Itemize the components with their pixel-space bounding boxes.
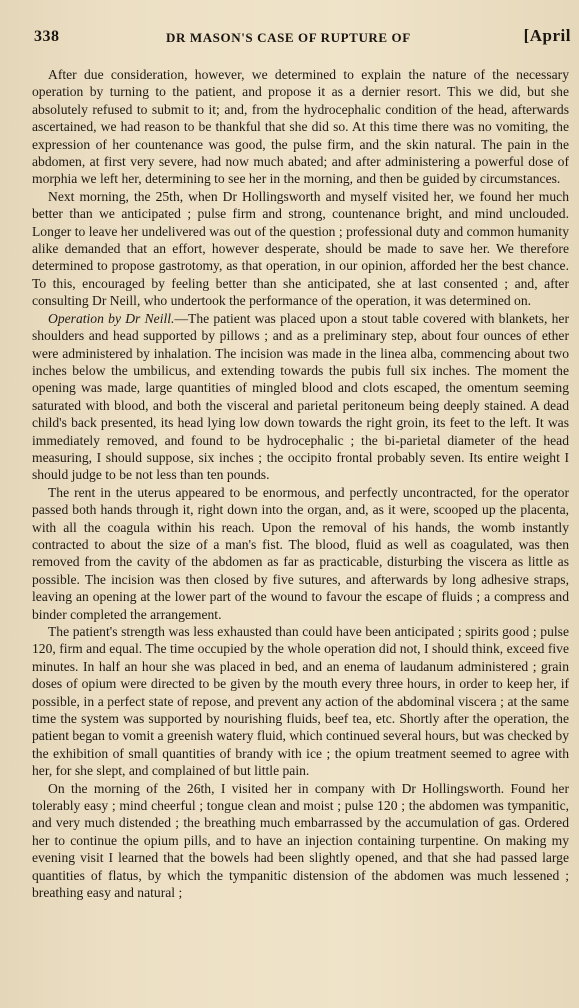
article-body bbox=[32, 66, 569, 902]
paragraph-text: Next morning, the 25th, when Dr Hollingsworth and myself visited her, we found her much better than we anticipated ; pulse firm and strong, countenance bright, and mind unclouded. Longer to leave her undelivered was out of the question ; professional duty and common humanity alike demanded that an effort, however desperate, should be made to save her. We therefore determined to propose gastrotomy, as that operation, in our opinion, afforded her the best chance. To this, encouraged by feeling better than she anticipated, she at last consented ; and, after consulting Dr Neill, who undertook the performance of the operation, it was determined on. bbox=[32, 188, 569, 309]
running-title: DR MASON'S CASE OF RUPTURE OF bbox=[166, 30, 411, 45]
paragraph-text: The patient's strength was less exhausted than could have been anticipated ; spirits good ; pulse 120, firm and equal. The time occupied by the whole operation did not, I should think, exceed five minutes. In half an hour she was placed in bed, and an enema of laudanum administered ; grain doses of opium were directed to be given by the mouth every three hours, in order to keep her, if possible, in a perfect state of repose, and prevent any action of the abdominal viscera ; at the same time the system was supported by nourishing fluids, beef tea, etc. Shortly after the operation, the patient began to vomit a greenish watery fluid, which continued several hours, but was checked by the exhibition of small quantities of brandy with ice ; the opium treatment seemed to agree with her, for she slept, and complained of but little pain. bbox=[32, 624, 569, 779]
paragraph bbox=[32, 484, 569, 623]
paragraph-text: After due consideration, however, we determined to explain the nature of the necessary operation by turning to the patient, and propose it as a dernier resort. This we did, but she absolutely refused to submit to it; and, from the hydrocephalic condition of the head, afterwards ascertained, we had reason to be thankful that she did so. At this time there was no vomiting, the expression of her countenance was good, the pulse firm, and the skin natural. The pain in the abdomen, at first very severe, had now much abated; and after administering a powerful dose of morphia we left her, determining to see her in the morning, and then be guided by circumstances. bbox=[32, 67, 569, 187]
paragraph-text: —The patient was placed upon a stout table covered with blankets, her shoulders and head supported by pillows ; and as a preliminary step, about four ounces of ether were administered by inhalation. The incision was made in the linea alba, commencing about two inches below the umbilicus, and extending towards the pubis full six inches. The moment the opening was made, large quantities of mingled blood and clots escaped, the omentum seeming saturated with blood, and both the visceral and parietal peritoneum being deeply stained. A dead child's back presented, its head lying low down towards the right groin, its feet to the left. It was immediately removed, and found to be hydrocephalic ; the bi-parietal diameter of the head measuring, I should suppose, six inches ; the occipito frontal probably seven. Its entire weight I should judge to be not less than ten pounds. bbox=[32, 310, 569, 483]
paragraph bbox=[32, 66, 569, 188]
paragraph bbox=[32, 780, 569, 902]
section-lead: Operation by Dr Neill. bbox=[48, 310, 175, 326]
paragraph-text: On the morning of the 26th, I visited her in company with Dr Hollingsworth. Found her tolerably easy ; mind cheerful ; tongue clean and moist ; pulse 120 ; the abdomen was tympanitic, and very much distended ; the breathing much embarrassed by the accumulation of gas. Ordered her to continue the opium pills, and to have an injection containing turpentine. On making my evening visit I learned that the bowels had been slightly opened, and that she had passed large quantities of flatus, by which the tympanitic distension of the abdomen was much lessened ; breathing easy and natural ; bbox=[32, 780, 569, 901]
paragraph bbox=[32, 188, 569, 310]
paragraph bbox=[32, 310, 569, 484]
page-number: 338 bbox=[34, 28, 60, 45]
paragraph bbox=[32, 623, 569, 780]
paragraph-text: The rent in the uterus appeared to be enormous, and perfectly uncontracted, for the operator passed both hands through it, right down into the organ, and, as it were, scooped up the placenta, with all the coagula within his reach. Upon the removal of his hands, the womb instantly contracted to about the size of a man's fist. The blood, fluid as well as coagulated, was then removed from the cavity of the abdomen as far as practicable, disturbing the viscera as little as possible. The incision was then closed by five sutures, and afterwards by long adhesive straps, leaving an opening at the lower part of the wound to favour the escape of fluids ; a compress and binder completed the arrangement. bbox=[32, 484, 569, 622]
running-header bbox=[34, 28, 571, 50]
running-date: [April bbox=[523, 26, 571, 45]
